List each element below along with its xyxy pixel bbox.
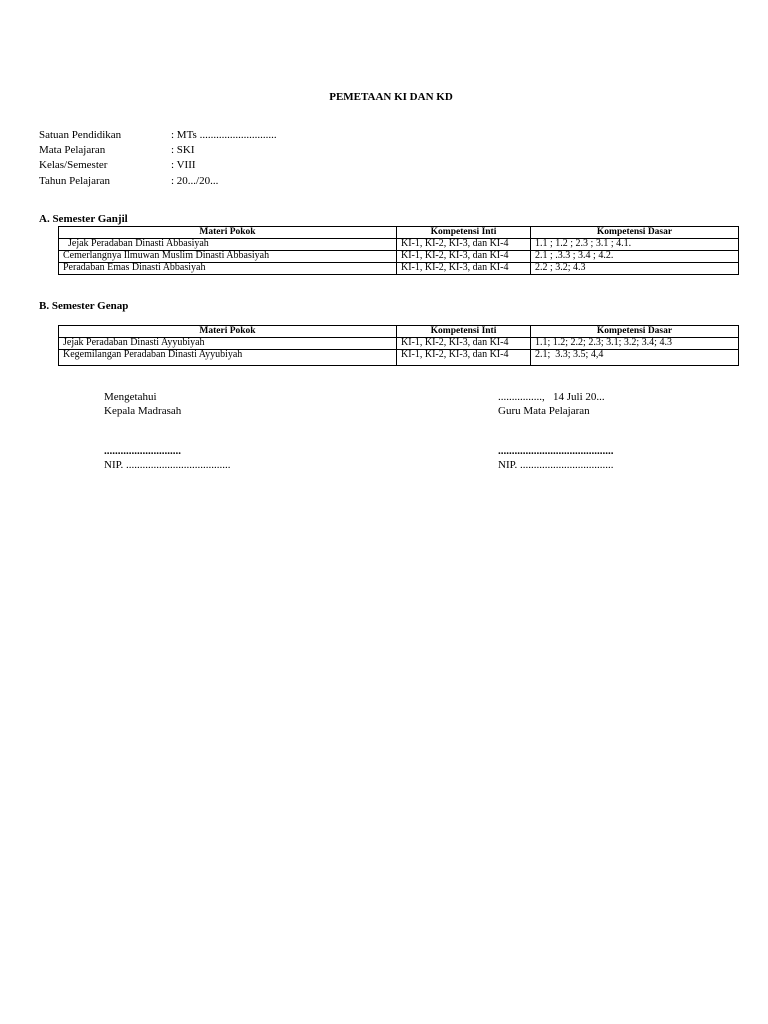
table-row bbox=[59, 263, 739, 275]
signature-space bbox=[104, 418, 231, 444]
info-row-satuan bbox=[39, 128, 277, 143]
cell-ki: KI-1, KI-2, KI-3, dan KI-4 bbox=[397, 350, 531, 366]
signature-block-left bbox=[104, 390, 231, 472]
signature-right-place-date: ................, 14 Juli 20... bbox=[498, 391, 605, 403]
table-header-row bbox=[59, 227, 739, 239]
cell-ki: KI-1, KI-2, KI-3, dan KI-4 bbox=[397, 239, 531, 251]
column-header-ki: Kompetensi Inti bbox=[397, 227, 531, 239]
info-row-mapel bbox=[39, 143, 277, 158]
cell-materi: Cemerlangnya Ilmuwan Muslim Dinasti Abbasiyah bbox=[59, 251, 397, 263]
column-header-materi: Materi Pokok bbox=[59, 326, 397, 338]
info-value: : SKI bbox=[171, 144, 195, 157]
section-heading-genap: B. Semester Genap bbox=[39, 300, 129, 312]
info-label: Satuan Pendidikan bbox=[39, 129, 122, 141]
info-value: : VIII bbox=[171, 159, 196, 172]
cell-materi: Peradaban Emas Dinasti Abbasiyah bbox=[59, 263, 397, 275]
info-value: : 20.../20... bbox=[171, 174, 219, 187]
table-row bbox=[59, 251, 739, 263]
section-heading-ganjil: A. Semester Ganjil bbox=[39, 213, 128, 225]
cell-kd: 2.1 ; .3.3 ; 3.4 ; 4.2. bbox=[531, 251, 739, 263]
info-row-tahun bbox=[39, 174, 277, 189]
signature-left-line1: Mengetahui bbox=[104, 391, 157, 403]
cell-ki: KI-1, KI-2, KI-3, dan KI-4 bbox=[397, 263, 531, 275]
info-label: Kelas/Semester bbox=[39, 159, 108, 172]
signature-left-name: ............................ bbox=[104, 445, 181, 457]
cell-kd: 2.1; 3.3; 3.5; 4,4 bbox=[531, 350, 739, 366]
cell-kd: 2.2 ; 3.2; 4.3 bbox=[531, 263, 739, 275]
cell-materi: Jejak Peradaban Dinasti Ayyubiyah bbox=[59, 338, 397, 350]
cell-materi: Kegemilangan Peradaban Dinasti Ayyubiyah bbox=[59, 350, 397, 366]
info-label: Tahun Pelajaran bbox=[39, 174, 111, 187]
signature-left-nip: NIP. ...................................... bbox=[104, 459, 231, 471]
cell-ki: KI-1, KI-2, KI-3, dan KI-4 bbox=[397, 338, 531, 350]
signature-right-name: .......................................... bbox=[498, 445, 614, 457]
column-header-kd: Kompetensi Dasar bbox=[531, 227, 739, 239]
table-row bbox=[59, 350, 739, 366]
info-row-kelas bbox=[39, 158, 277, 173]
signature-right-nip: NIP. .................................. bbox=[498, 459, 614, 471]
table-row bbox=[59, 239, 739, 251]
info-value: : MTs ............................ bbox=[171, 129, 277, 141]
column-header-ki: Kompetensi Inti bbox=[397, 326, 531, 338]
table-semester-genap bbox=[58, 325, 739, 366]
info-label: Mata Pelajaran bbox=[39, 144, 106, 157]
column-header-kd: Kompetensi Dasar bbox=[531, 326, 739, 338]
table-header-row bbox=[59, 326, 739, 338]
cell-kd: 1.1 ; 1.2 ; 2.3 ; 3.1 ; 4.1. bbox=[531, 239, 739, 251]
signature-right-role: Guru Mata Pelajaran bbox=[498, 405, 590, 417]
signature-block-right bbox=[498, 390, 614, 472]
table-semester-ganjil bbox=[58, 226, 739, 275]
cell-materi: Jejak Peradaban Dinasti Abbasiyah bbox=[59, 239, 397, 251]
cell-ki: KI-1, KI-2, KI-3, dan KI-4 bbox=[397, 251, 531, 263]
cell-kd: 1.1; 1.2; 2.2; 2.3; 3.1; 3.2; 3.4; 4.3 bbox=[531, 338, 739, 350]
signature-left-role: Kepala Madrasah bbox=[104, 405, 182, 417]
signature-space bbox=[498, 418, 614, 444]
document-title: PEMETAAN KI DAN KD bbox=[329, 91, 453, 103]
column-header-materi: Materi Pokok bbox=[59, 227, 397, 239]
identity-block bbox=[39, 128, 277, 189]
table-row bbox=[59, 338, 739, 350]
